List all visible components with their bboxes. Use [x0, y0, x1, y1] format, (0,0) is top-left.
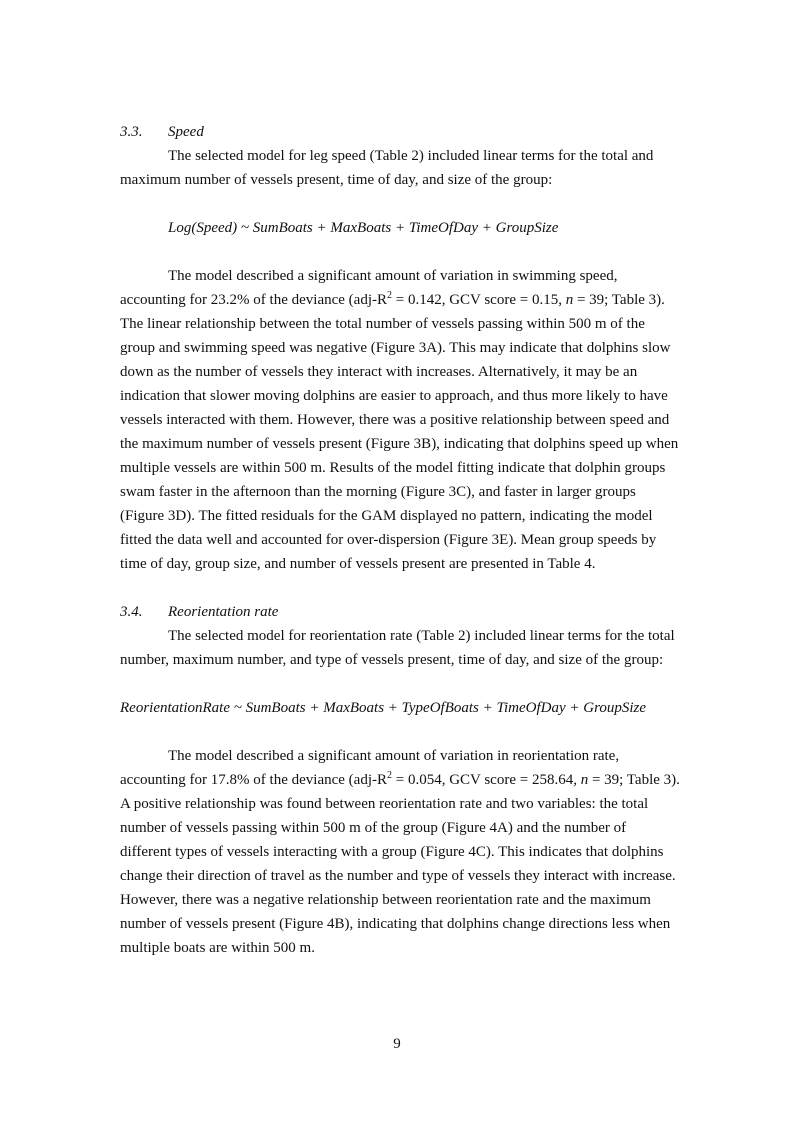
text-run: = 39; Table 3). The linear relationship between the total number of vessels passing within 500 m of the group and swimming speed was negative (Figure 3A). This may indicate that dolphins slow down as the number of vessels they interact with increases. Alternatively, it may be an indication that slower moving dolphins are easier to approach, and thus more likely to have vessels interacted with them. However, there was a positive relationship between speed and the maximum number of vessels present (Figure 3B), indicating that dolphins speed up when multiple vessels are within 500 m. Results of the model fitting indicate that dolphin groups swam faster in the afternoon than the morning (Figure 3C), and faster in larger groups (Figure 3D). The fitted residuals for the GAM displayed no pattern, indicating the model fitted the data well and accounted for over-dispersion (Figure 3E). Mean group speeds by time of day, group size, and number of vessels present are presented in Table 4.	[120, 292, 679, 572]
section-title: Speed	[168, 124, 204, 140]
superscript: 2	[386, 770, 392, 781]
text-run: = 39; Table 3). A positive relationship was found between reorientation rate and two variables: the total number of vessels passing within 500 m of the group (Figure 4A) and the number of different types of vessels interacting with a group (Figure 4C). This indicates that dolphins change their direction of travel as the number and type of vessels they interact with increase. However, there was a negative relationship between reorientation rate and the maximum number of vessels present (Figure 4B), indicating that dolphins change directions less when multiple boats are within 500 m.	[120, 772, 680, 956]
page-number: 9	[393, 1036, 401, 1052]
text-run: The model described a significant amount of variation in reorientation rate, accounting for 17.8% of the deviance (adj-R	[120, 748, 620, 788]
section-heading-speed	[120, 120, 680, 144]
section-number: 3.4.	[120, 604, 143, 620]
superscript: 2	[386, 290, 392, 301]
section-title: Reorientation rate	[168, 604, 279, 620]
model-formula: Log(Speed) ~ SumBoats + MaxBoats + TimeOfDay + GroupSize	[168, 220, 559, 236]
section-intro-paragraph: The selected model for leg speed (Table 2) included linear terms for the total and maximum number of vessels present, time of day, and size of the group:	[120, 148, 654, 188]
section-intro-paragraph: The selected model for reorientation rate (Table 2) included linear terms for the total number, maximum number, and type of vessels present, time of day, and size of the group:	[120, 628, 675, 668]
results-paragraph	[120, 744, 680, 960]
results-paragraph	[120, 264, 680, 576]
spacer	[120, 576, 680, 600]
text-run: = 0.142, GCV score = 0.15,	[391, 292, 566, 308]
text-run: = 0.054, GCV score = 258.64,	[391, 772, 581, 788]
page-content	[120, 120, 680, 960]
text-run: The model described a significant amount of variation in swimming speed, accounting for 23.2% of the deviance (adj-R	[120, 268, 618, 308]
model-formula: ReorientationRate ~ SumBoats + MaxBoats + TypeOfBoats + TimeOfDay + GroupSize	[120, 700, 647, 716]
italic-n: n	[580, 772, 589, 788]
section-number: 3.3.	[120, 124, 143, 140]
section-heading-reorientation	[120, 600, 680, 624]
italic-n: n	[565, 292, 574, 308]
